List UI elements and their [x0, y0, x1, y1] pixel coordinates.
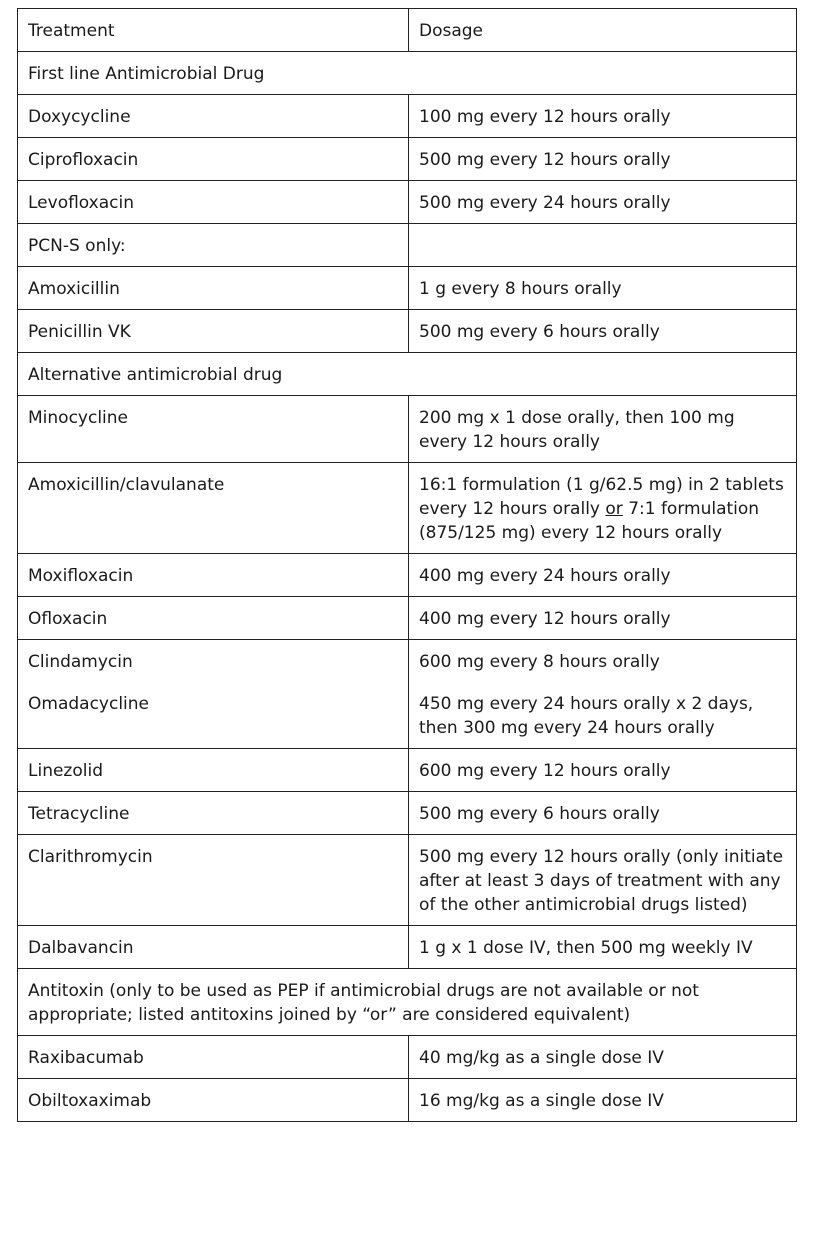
table-row — [18, 396, 797, 463]
table-row — [18, 749, 797, 792]
dose-cell: 400 mg every 24 hours orally — [409, 554, 797, 597]
drug-cell: Amoxicillin/clavulanate — [18, 463, 409, 554]
section-alternative: Alternative antimicrobial drug — [18, 353, 797, 396]
dose-cell: 500 mg every 24 hours orally — [409, 181, 797, 224]
table-row — [18, 554, 797, 597]
treatment-table — [17, 8, 797, 1122]
table-row — [18, 310, 797, 353]
drug-cell: Clindamycin — [18, 640, 409, 683]
header-dosage: Dosage — [409, 9, 797, 52]
drug-cell: Doxycycline — [18, 95, 409, 138]
drug-cell: Ciprofloxacin — [18, 138, 409, 181]
dose-or: or — [605, 499, 623, 519]
header-treatment: Treatment — [18, 9, 409, 52]
dose-cell: 100 mg every 12 hours orally — [409, 95, 797, 138]
table-row — [18, 597, 797, 640]
section-row — [18, 969, 797, 1036]
drug-cell: Levofloxacin — [18, 181, 409, 224]
dose-cell: 500 mg every 6 hours orally — [409, 792, 797, 835]
drug-cell: Dalbavancin — [18, 926, 409, 969]
table-row — [18, 835, 797, 926]
drug-cell: Obiltoxaximab — [18, 1079, 409, 1122]
drug-cell: Clarithromycin — [18, 835, 409, 926]
section-row — [18, 52, 797, 95]
table-row — [18, 267, 797, 310]
dose-cell: 450 mg every 24 hours orally x 2 days, then 300 mg every 24 hours orally — [409, 682, 797, 749]
section-row — [18, 353, 797, 396]
drug-cell: Amoxicillin — [18, 267, 409, 310]
table-row — [18, 792, 797, 835]
table-row — [18, 1079, 797, 1122]
table-row — [18, 138, 797, 181]
dose-cell: 600 mg every 12 hours orally — [409, 749, 797, 792]
dose-cell: 40 mg/kg as a single dose IV — [409, 1036, 797, 1079]
table-row — [18, 1036, 797, 1079]
dose-cell: 16 mg/kg as a single dose IV — [409, 1079, 797, 1122]
table-row — [18, 181, 797, 224]
drug-cell: Raxibacumab — [18, 1036, 409, 1079]
drug-cell: PCN-S only: — [18, 224, 409, 267]
dose-cell: 200 mg x 1 dose orally, then 100 mg every 12 hours orally — [409, 396, 797, 463]
table-row — [18, 682, 797, 749]
dose-cell: 1 g x 1 dose IV, then 500 mg weekly IV — [409, 926, 797, 969]
dose-cell: 500 mg every 6 hours orally — [409, 310, 797, 353]
drug-cell: Minocycline — [18, 396, 409, 463]
table-row — [18, 463, 797, 554]
dose-cell: 500 mg every 12 hours orally — [409, 138, 797, 181]
drug-cell: Moxifloxacin — [18, 554, 409, 597]
dose-cell: 400 mg every 12 hours orally — [409, 597, 797, 640]
dose-cell: 600 mg every 8 hours orally — [409, 640, 797, 683]
dose-cell — [409, 463, 797, 554]
drug-cell: Omadacycline — [18, 682, 409, 749]
drug-cell: Penicillin VK — [18, 310, 409, 353]
dose-part: 7:1 formulation (875/125 mg) every 12 hours orally — [419, 499, 760, 543]
drug-cell: Ofloxacin — [18, 597, 409, 640]
table-header-row — [18, 9, 797, 52]
section-antitoxin: Antitoxin (only to be used as PEP if antimicrobial drugs are not available or not appropriate; listed antitoxins joined by “or” are considered equivalent) — [18, 969, 797, 1036]
table-row — [18, 224, 797, 267]
dose-cell: 1 g every 8 hours orally — [409, 267, 797, 310]
table-row — [18, 640, 797, 683]
dose-part: 16:1 formulation (1 g/62.5 mg) in 2 tablets every 12 hours orally — [419, 475, 784, 519]
dose-cell: 500 mg every 12 hours orally (only initiate after at least 3 days of treatment with any of the other antimicrobial drugs listed) — [409, 835, 797, 926]
table-row — [18, 95, 797, 138]
drug-cell: Linezolid — [18, 749, 409, 792]
table-row — [18, 926, 797, 969]
drug-cell: Tetracycline — [18, 792, 409, 835]
section-first-line: First line Antimicrobial Drug — [18, 52, 797, 95]
dose-cell — [409, 224, 797, 267]
